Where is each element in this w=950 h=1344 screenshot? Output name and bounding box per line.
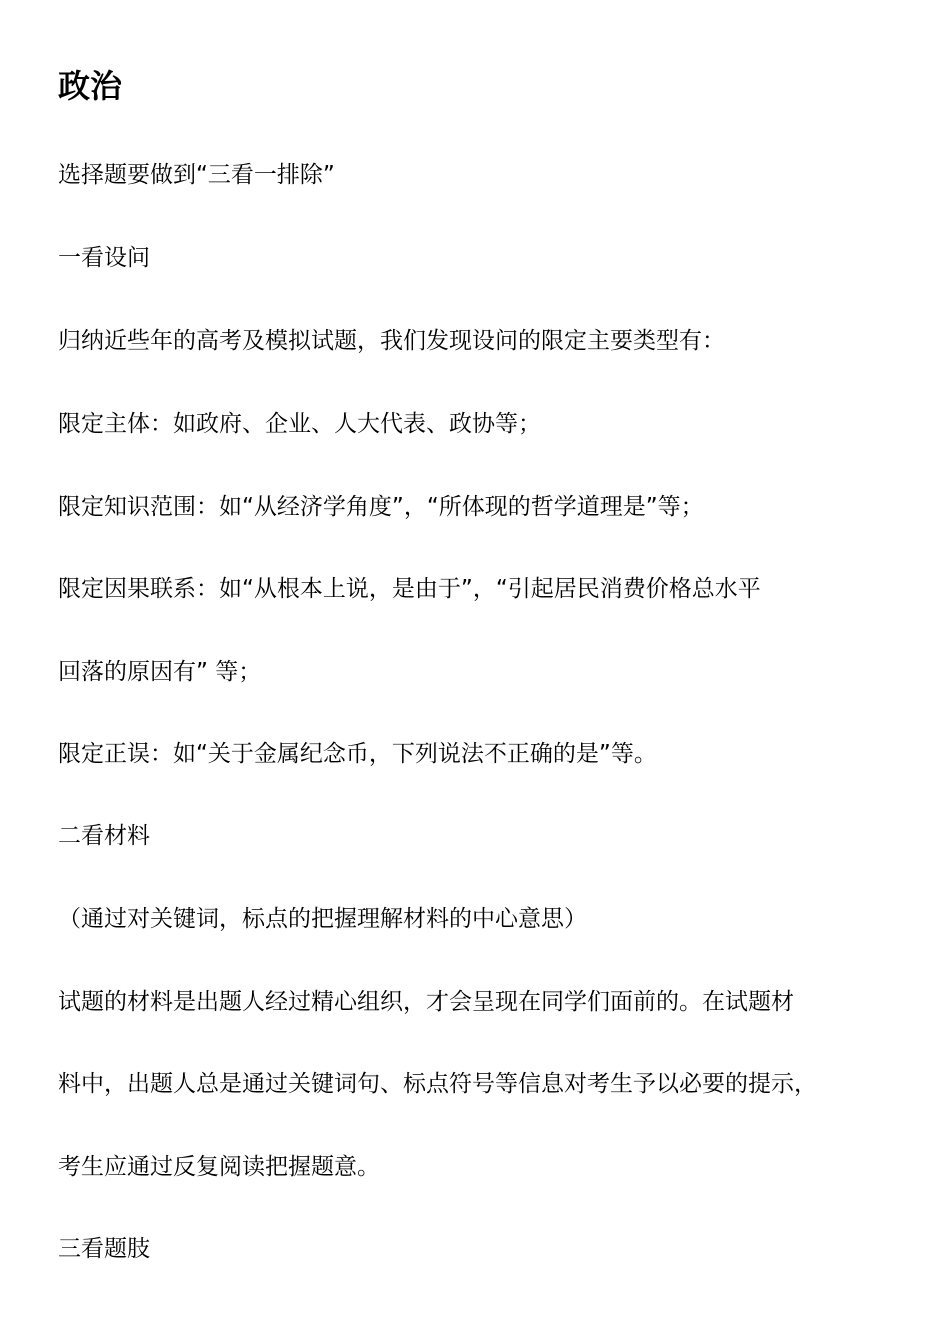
section-heading-2: 二看材料 — [58, 823, 150, 849]
paragraph-line: 限定正误：如“关于金属纪念币，下列说法不正确的是”等。 — [58, 741, 657, 767]
paragraph-line: 考生应通过反复阅读把握题意。 — [58, 1154, 380, 1180]
paragraph-line: 限定知识范围：如“从经济学角度”，“所体现的哲学道理是”等； — [58, 494, 704, 520]
section-heading-1: 一看设问 — [58, 245, 150, 271]
paragraph-line: 料中，出题人总是通过关键词句、标点符号等信息对考生予以必要的提示， — [58, 1071, 817, 1097]
paragraph-line: 归纳近些年的高考及模拟试题，我们发现设问的限定主要类型有： — [58, 328, 725, 354]
paragraph-line: 试题的材料是出题人经过精心组织，才会呈现在同学们面前的。在试题材 — [58, 989, 794, 1015]
paragraph-line: 限定主体：如政府、企业、人大代表、政协等； — [58, 411, 541, 437]
paragraph-line: 限定因果联系：如“从根本上说，是由于”，“引起居民消费价格总水平 — [58, 576, 761, 602]
intro-line: 选择题要做到“三看一排除” — [58, 162, 335, 188]
section-heading-3: 三看题肢 — [58, 1236, 150, 1262]
page-title: 政治 — [58, 67, 123, 105]
paragraph-line: 回落的原因有” 等； — [58, 659, 262, 685]
paragraph-line: （通过对关键词，标点的把握理解材料的中心意思） — [58, 906, 587, 932]
